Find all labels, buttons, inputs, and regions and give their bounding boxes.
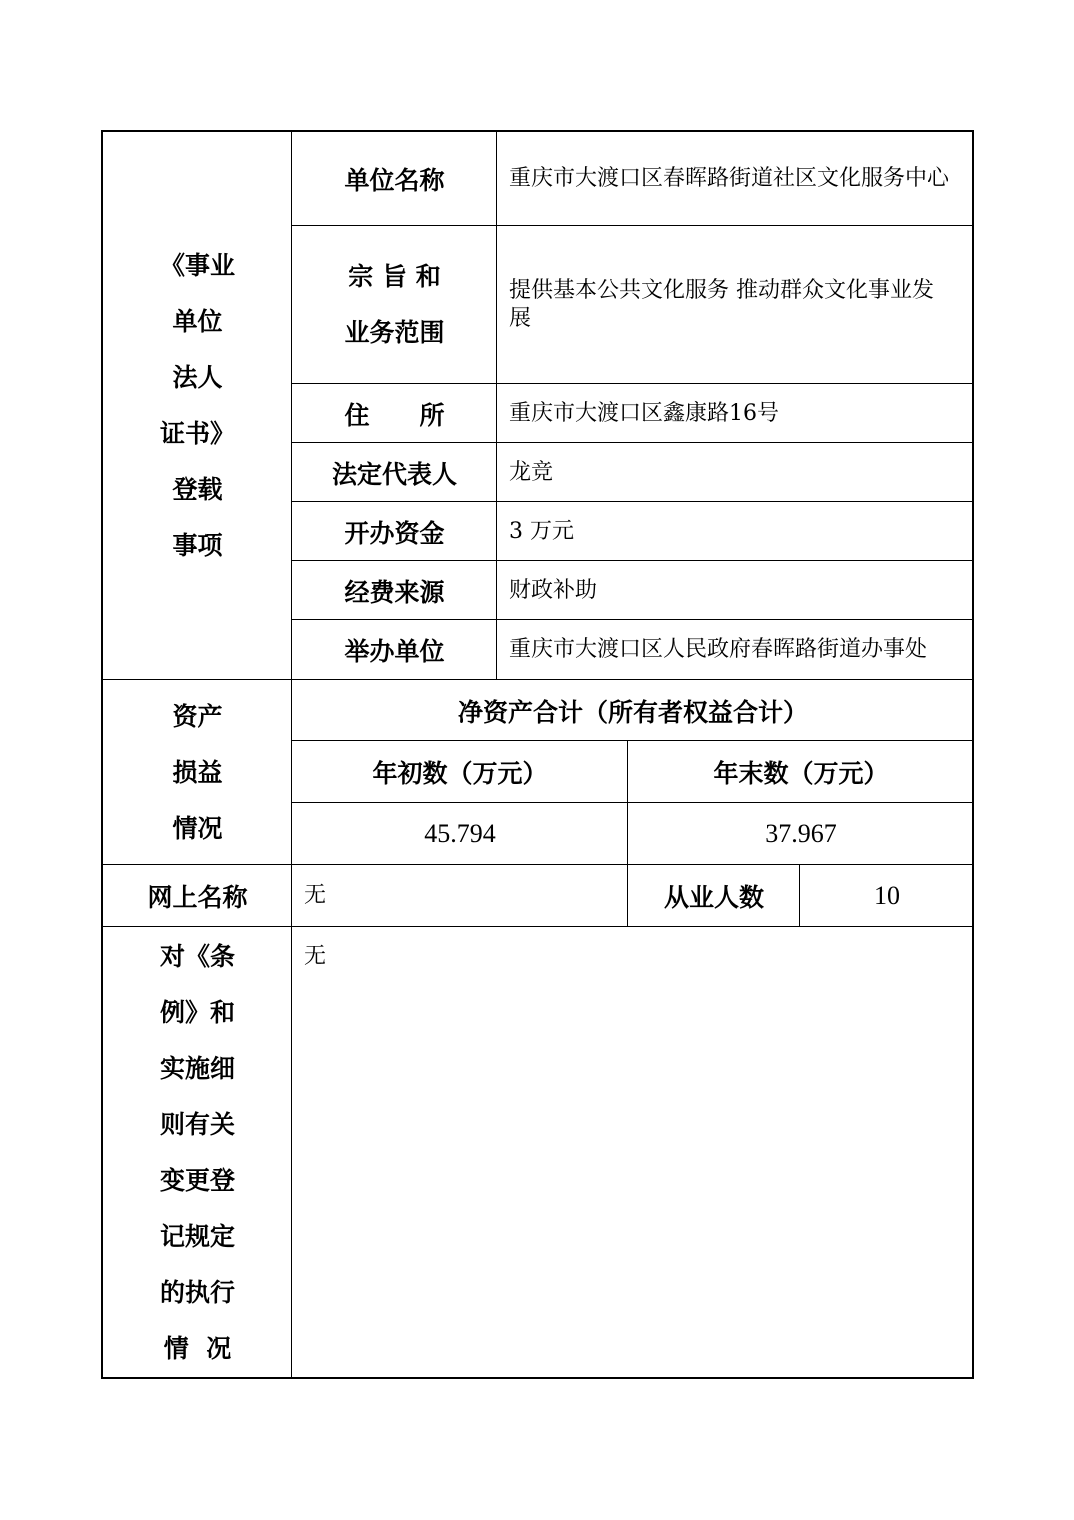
- grid-line: [103, 926, 974, 927]
- grid-line: [292, 383, 974, 384]
- grid-line: [292, 619, 974, 620]
- assets-header: [103, 680, 292, 865]
- staff-count-value: 10: [874, 881, 900, 910]
- legal-representative-label: 法定代表人: [331, 459, 457, 489]
- grid-line: [291, 132, 292, 1377]
- unit-name-label: 单位名称: [344, 166, 445, 195]
- address-value: 重庆市大渡口区鑫康路16号: [509, 400, 779, 426]
- address-label: 住 所: [344, 400, 445, 430]
- header-line: 例》和: [159, 998, 235, 1027]
- header-line: 则有关: [159, 1110, 235, 1139]
- header-line: 单位: [172, 307, 223, 336]
- registration-table: [101, 130, 974, 1379]
- legal-representative-value: 龙竞: [509, 459, 554, 485]
- grid-line: [292, 560, 974, 561]
- year-end-value: 37.967: [765, 819, 837, 848]
- certificate-items-header: [103, 132, 292, 680]
- purpose-value: 提供基本公共文化服务 推动群众文化事业发展: [509, 278, 934, 331]
- grid-line: [292, 225, 974, 226]
- start-capital-value: 3 万元: [509, 518, 574, 544]
- sponsor-label: 举办单位: [344, 637, 445, 666]
- header-line: 资产: [172, 701, 223, 731]
- header-line: 情况: [172, 813, 223, 843]
- header-line: 损益: [172, 757, 223, 787]
- unit-name-value: 重庆市大渡口区春晖路街道社区文化服务中心: [509, 166, 950, 191]
- purpose-label: [292, 226, 497, 384]
- header-line: 证书》: [159, 419, 235, 448]
- header-line: 记规定: [159, 1222, 235, 1251]
- header-line: 实施细: [159, 1054, 235, 1083]
- start-capital-label: 开办资金: [344, 518, 445, 548]
- header-line: 法人: [172, 363, 223, 392]
- purpose-label-line: 宗 旨 和: [348, 262, 441, 291]
- grid-line: [292, 740, 974, 741]
- net-assets-title: 净资产合计（所有者权益合计）: [457, 697, 808, 727]
- grid-line: [292, 442, 974, 443]
- purpose-label-line: 业务范围: [344, 318, 445, 347]
- compliance-value: 无: [304, 944, 327, 969]
- grid-line: [292, 501, 974, 502]
- funding-source-label: 经费来源: [344, 577, 445, 607]
- header-line: 登载: [172, 475, 223, 504]
- web-name-label: 网上名称: [147, 883, 248, 912]
- compliance-header: [103, 927, 292, 1379]
- year-start-header: 年初数（万元）: [372, 759, 548, 788]
- grid-line: [799, 865, 800, 927]
- year-end-header: 年末数（万元）: [713, 759, 889, 788]
- year-start-value: 45.794: [424, 819, 496, 848]
- header-line: 变更登: [159, 1166, 235, 1195]
- staff-count-label: 从业人数: [663, 883, 764, 912]
- grid-line: [103, 679, 974, 680]
- grid-line: [103, 864, 974, 865]
- header-line: 的执行: [159, 1278, 235, 1307]
- header-line: 事项: [172, 531, 223, 560]
- header-line: 对《条: [159, 942, 235, 971]
- web-name-value: 无: [304, 883, 327, 908]
- grid-line: [627, 741, 628, 927]
- header-line: 《事业: [159, 251, 235, 280]
- funding-source-value: 财政补助: [509, 577, 598, 603]
- header-line: 情 况: [163, 1334, 232, 1363]
- grid-line: [496, 132, 497, 680]
- grid-line: [292, 802, 974, 803]
- sponsor-value: 重庆市大渡口区人民政府春晖路街道办事处: [509, 637, 928, 662]
